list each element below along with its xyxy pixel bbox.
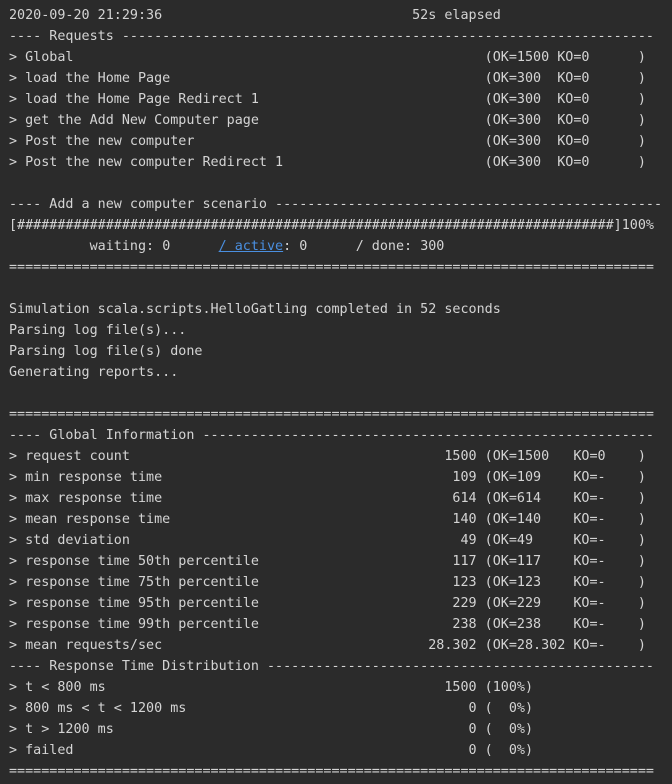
- paren: ): [637, 50, 646, 65]
- row-prefix: >: [9, 449, 26, 464]
- ok-count: OK=238: [492, 617, 574, 632]
- ko-count: KO=-: [573, 491, 638, 506]
- waiting-label: waiting:: [89, 239, 155, 254]
- row-prefix: >: [9, 722, 26, 737]
- distribution-count: 0: [428, 743, 477, 758]
- global-info-row: [9, 446, 669, 467]
- paren: (: [476, 575, 493, 590]
- global-info-row: [9, 593, 669, 614]
- request-row: [9, 47, 669, 68]
- ok-count: OK=229: [492, 596, 574, 611]
- request-name: get the Add New Computer page: [25, 113, 485, 128]
- ko-count: KO=0: [557, 134, 638, 149]
- log-simulation-completed: Simulation scala.scripts.HelloGatling completed in 52 seconds: [9, 302, 501, 317]
- metric-value: 28.302: [428, 638, 477, 653]
- metric-label: std deviation: [25, 533, 429, 548]
- paren: (: [484, 92, 493, 107]
- blank-line: [9, 278, 669, 299]
- spacer: [477, 680, 485, 695]
- paren: (: [476, 449, 493, 464]
- ok-count: OK=123: [492, 575, 574, 590]
- done-value: 300: [420, 239, 445, 254]
- paren: (: [484, 134, 493, 149]
- ko-count: KO=-: [573, 638, 638, 653]
- elapsed-time: 52s elapsed: [412, 8, 501, 23]
- timestamp: 2020-09-20 21:29:36: [9, 8, 163, 23]
- paren: (: [476, 491, 493, 506]
- distribution-percent: ( 0%): [484, 722, 534, 737]
- request-row: [9, 152, 669, 173]
- request-name: Post the new computer: [25, 134, 485, 149]
- paren: (: [476, 470, 493, 485]
- ok-count: OK=109: [492, 470, 574, 485]
- request-name: load the Home Page Redirect 1: [25, 92, 485, 107]
- paren: ): [637, 71, 646, 86]
- global-info-row: [9, 488, 669, 509]
- log-parsing-done: Parsing log file(s) done: [9, 344, 203, 359]
- ok-count: OK=300: [492, 113, 558, 128]
- global-info-row: [9, 467, 669, 488]
- metric-label: min response time: [25, 470, 429, 485]
- active-value: 0: [299, 239, 308, 254]
- metric-value: 140: [428, 512, 477, 527]
- distribution-percent: ( 0%): [484, 743, 534, 758]
- spacer: [477, 701, 485, 716]
- row-prefix: >: [9, 743, 26, 758]
- ko-count: KO=-: [573, 512, 638, 527]
- paren: (: [476, 596, 493, 611]
- paren: ): [637, 491, 646, 506]
- global-info-list: [9, 446, 669, 656]
- global-info-header: ---- Global Information --------------------------------------------------------: [9, 428, 654, 443]
- row-prefix: >: [9, 134, 26, 149]
- ko-count: KO=-: [573, 596, 638, 611]
- metric-value: 117: [428, 554, 477, 569]
- ok-count: OK=300: [492, 155, 558, 170]
- paren: ): [637, 449, 646, 464]
- separator: ================================================================================: [9, 764, 654, 779]
- metric-value: 238: [428, 617, 477, 632]
- distribution-row: [9, 740, 669, 761]
- paren: (: [476, 512, 493, 527]
- metric-label: request count: [25, 449, 429, 464]
- paren: ): [637, 638, 646, 653]
- ko-count: KO=-: [573, 554, 638, 569]
- ko-count: KO=-: [573, 533, 638, 548]
- global-info-row: [9, 635, 669, 656]
- paren: ): [637, 155, 646, 170]
- distribution-percent: ( 0%): [484, 701, 534, 716]
- distribution-row: [9, 677, 669, 698]
- distribution-label: t < 800 ms: [25, 680, 429, 695]
- ko-count: KO=0: [573, 449, 638, 464]
- global-info-row: [9, 551, 669, 572]
- distribution-label: 800 ms < t < 1200 ms: [25, 701, 429, 716]
- row-prefix: >: [9, 512, 26, 527]
- ok-count: OK=1500: [492, 449, 574, 464]
- spacer: [477, 722, 485, 737]
- row-prefix: >: [9, 92, 26, 107]
- request-row: [9, 110, 669, 131]
- paren: ): [637, 554, 646, 569]
- request-row: [9, 68, 669, 89]
- distribution-count: 1500: [428, 680, 477, 695]
- ok-count: OK=614: [492, 491, 574, 506]
- distribution-list: [9, 677, 669, 761]
- blank-line: [9, 173, 669, 194]
- row-prefix: >: [9, 155, 26, 170]
- requests-list: [9, 47, 669, 173]
- paren: (: [476, 617, 493, 632]
- status-line: [9, 5, 669, 26]
- metric-value: 109: [428, 470, 477, 485]
- progress-bar: [##########################################################################]100%: [9, 218, 654, 233]
- paren: ): [637, 617, 646, 632]
- metric-label: mean response time: [25, 512, 429, 527]
- request-name: Global: [25, 50, 485, 65]
- ko-count: KO=-: [573, 617, 638, 632]
- distribution-row: [9, 698, 669, 719]
- paren: (: [476, 554, 493, 569]
- paren: ): [637, 533, 646, 548]
- paren: ): [637, 113, 646, 128]
- paren: ): [637, 596, 646, 611]
- row-prefix: >: [9, 596, 26, 611]
- metric-value: 1500: [428, 449, 477, 464]
- global-info-row: [9, 572, 669, 593]
- ko-count: KO=0: [557, 92, 638, 107]
- request-row: [9, 131, 669, 152]
- paren: ): [637, 512, 646, 527]
- paren: (: [484, 155, 493, 170]
- row-prefix: >: [9, 50, 26, 65]
- row-prefix: >: [9, 470, 26, 485]
- distribution-header: ---- Response Time Distribution ------------------------------------------------: [9, 659, 654, 674]
- ko-count: KO=-: [573, 470, 638, 485]
- ok-count: OK=1500: [492, 50, 558, 65]
- metric-value: 229: [428, 596, 477, 611]
- ko-count: KO=0: [557, 113, 638, 128]
- row-prefix: >: [9, 71, 26, 86]
- ok-count: OK=300: [492, 134, 558, 149]
- row-prefix: >: [9, 638, 26, 653]
- ok-count: OK=49: [492, 533, 574, 548]
- metric-label: mean requests/sec: [25, 638, 429, 653]
- log-generating: Generating reports...: [9, 365, 179, 380]
- paren: (: [484, 113, 493, 128]
- global-info-row: [9, 530, 669, 551]
- metric-label: response time 75th percentile: [25, 575, 429, 590]
- ok-count: OK=140: [492, 512, 574, 527]
- request-row: [9, 89, 669, 110]
- metric-value: 614: [428, 491, 477, 506]
- ok-count: OK=300: [492, 92, 558, 107]
- ko-count: KO=-: [573, 575, 638, 590]
- elapsed-indent: [162, 8, 412, 23]
- metric-value: 49: [428, 533, 477, 548]
- requests-header: ---- Requests ------------------------------------------------------------------: [9, 29, 654, 44]
- separator: ================================================================================: [9, 407, 654, 422]
- paren: ): [637, 575, 646, 590]
- distribution-percent: (100%): [484, 680, 534, 695]
- ok-count: OK=117: [492, 554, 574, 569]
- users-status: waiting: 0 / active: 0 / done: 300: [9, 236, 669, 257]
- paren: ): [637, 134, 646, 149]
- distribution-label: failed: [25, 743, 429, 758]
- paren: ): [637, 470, 646, 485]
- ko-count: KO=0: [557, 155, 638, 170]
- global-info-row: [9, 509, 669, 530]
- paren: (: [476, 638, 493, 653]
- metric-label: max response time: [25, 491, 429, 506]
- row-prefix: >: [9, 554, 26, 569]
- row-prefix: >: [9, 113, 26, 128]
- metric-label: response time 95th percentile: [25, 596, 429, 611]
- distribution-row: [9, 719, 669, 740]
- metric-value: 123: [428, 575, 477, 590]
- paren: ): [637, 92, 646, 107]
- done-label: / done:: [355, 239, 413, 254]
- metric-label: response time 99th percentile: [25, 617, 429, 632]
- request-name: load the Home Page: [25, 71, 485, 86]
- global-info-row: [9, 614, 669, 635]
- row-prefix: >: [9, 701, 26, 716]
- distribution-count: 0: [428, 722, 477, 737]
- ok-count: OK=28.302: [492, 638, 574, 653]
- row-prefix: >: [9, 533, 26, 548]
- log-parsing: Parsing log file(s)...: [9, 323, 187, 338]
- row-prefix: >: [9, 617, 26, 632]
- distribution-count: 0: [428, 701, 477, 716]
- paren: (: [484, 50, 493, 65]
- ok-count: OK=300: [492, 71, 558, 86]
- scenario-header: ---- Add a new computer scenario ------------------------------------------------: [9, 197, 663, 212]
- separator: ================================================================================: [9, 260, 654, 275]
- request-name: Post the new computer Redirect 1: [25, 155, 485, 170]
- active-link[interactable]: / active: [218, 239, 284, 254]
- blank-line: [9, 383, 669, 404]
- paren: (: [476, 533, 493, 548]
- users-indent: [9, 239, 90, 254]
- row-prefix: >: [9, 575, 26, 590]
- ko-count: KO=0: [557, 50, 638, 65]
- spacer: [477, 743, 485, 758]
- console-output: [9, 5, 669, 782]
- waiting-value: 0: [162, 239, 171, 254]
- row-prefix: >: [9, 680, 26, 695]
- ko-count: KO=0: [557, 71, 638, 86]
- distribution-label: t > 1200 ms: [25, 722, 429, 737]
- metric-label: response time 50th percentile: [25, 554, 429, 569]
- paren: (: [484, 71, 493, 86]
- row-prefix: >: [9, 491, 26, 506]
